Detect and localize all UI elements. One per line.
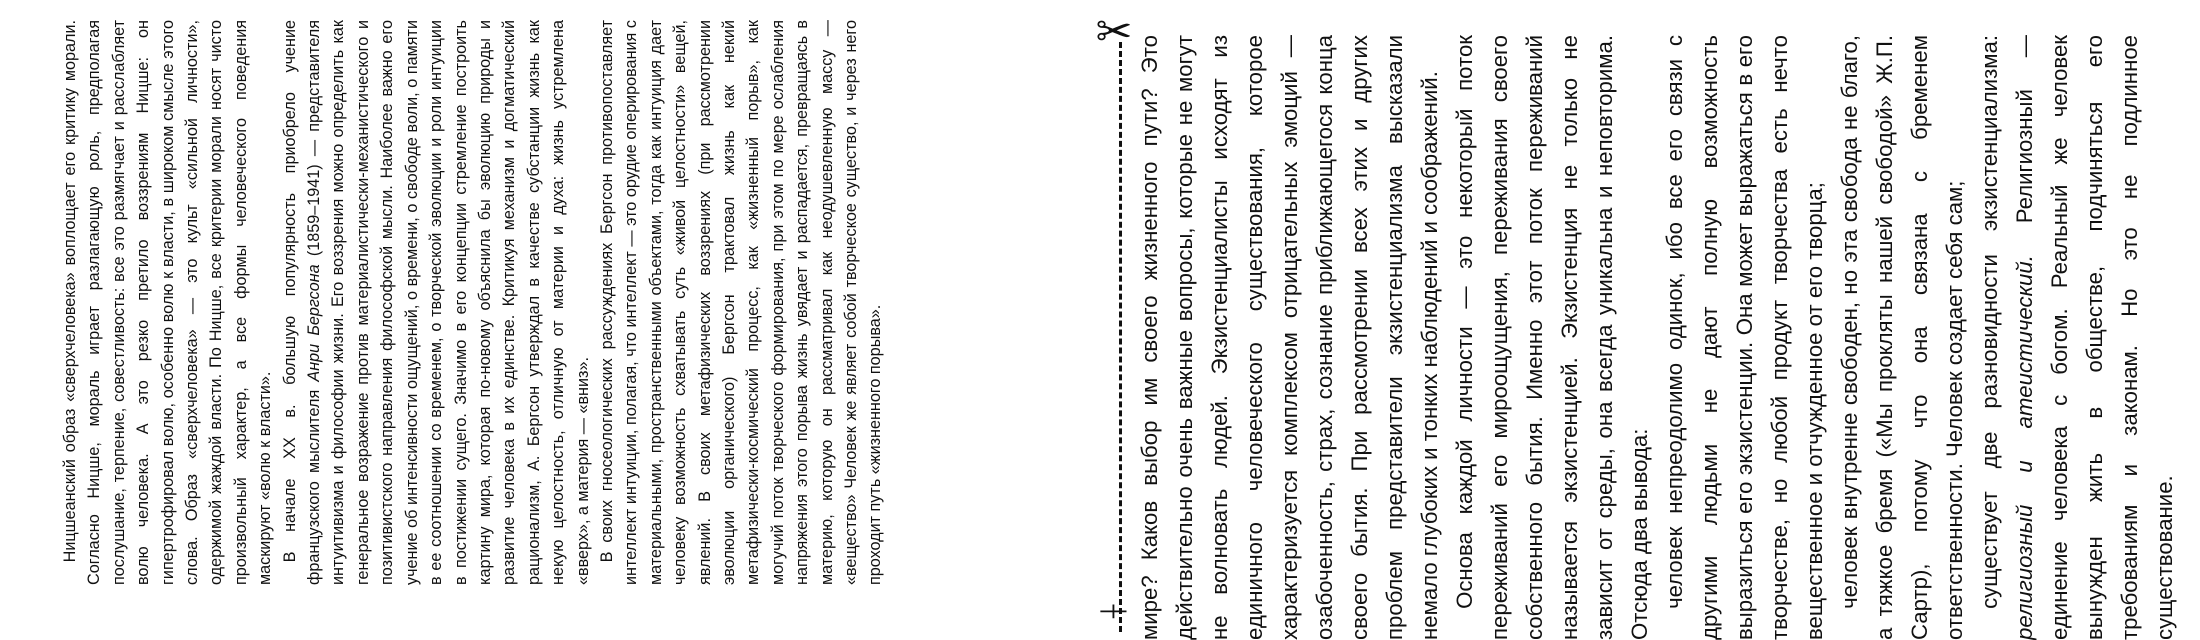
right-text-column <box>1132 35 2192 640</box>
bergson-intro-a: В начале XX в. большую популярность приобрело учение французского мыслителя <box>280 20 324 585</box>
kinds-a: существует две разновидности экзистенциализма: <box>1977 35 2002 609</box>
paragraph-bergson-epistemology: В своих гносеологических рассуждениях Бергсон противопоставляет интеллект интуиции, полагая, что интеллект — это орудие оперирования с материальными, пространственными объектами, тогда как интуиция дает человеку возможность схватывать суть «живой целостности» вещей, явлений. В своих метафизических воззрениях (при рассмотрении эволюции органического) Бергсон трактовал жизнь как некий метафизически-космический процесс, как «жизненный порыв», как могучий поток творческого формирования, при этом по мере ослабления напряжения этого порыва жизнь увядает и распадается, превращаясь в материю, которую он рассматривал как неодушевленную массу — «вещество» Человек же являет собой творческое существо, и через него проходит путь «жизненного порыва». <box>597 20 885 585</box>
paragraph-existence-questions: мире? Каков выбор им своего жизненного пути? Это действительно очень важные вопросы, которые не могут не волновать людей. Экзистенциалисты исходят из единичного человеческого существования, которое характеризуется комплексом отрицательных эмоций — озабоченность, страх, сознание приближающегося конца своего бытия. При рассмотрении всех этих и других проблем представители экзистенциализма высказали немало глубоких и тонких наблюдений и соображений. <box>1137 35 1442 640</box>
bergson-name: Анри Бергсона <box>305 264 324 382</box>
scissors-icon: ✂ <box>1095 6 1133 58</box>
left-text-column <box>58 20 1098 585</box>
cut-tick-icon: ┼ <box>1102 604 1127 618</box>
cut-line-divider <box>1086 6 1133 632</box>
bergson-intro-b: (1859–1941) — представителя интуитивизма и философии жизни. Его воззрения можно определить как генеральное возражение против материалистически-механистического и позитивистского направления философской мысли. Наиболее важно его учение об интенсивности ощущений, о времени, о свободе воли, о памяти в ее соотношении со временем, о творческой эволюции и роли интуиции в постижении сущего. Значимо в его концепции стремление построить картину мира, которая по-новому объяснила бы эволюцию природы и развитие человека в их единстве. Критикуя механизм и догматический рационализм, А. Бергсон утверждал в качестве субстанции жизнь как некую целостность, отличную от материи и духа: жизнь устремлена «вверх», а материя — «вниз». <box>305 20 592 585</box>
paragraph-bergson-intro <box>278 20 595 585</box>
paragraph-existence-basis: Основа каждой личности — это некоторый поток переживаний его мироощущения, переживания своего собственного бытия. Именно этот поток переживаний называется экзистенцией. Экзистенция не только не зависит от среды, она всегда уникальна и неповторима. Отсюда два вывода: <box>1452 35 1652 640</box>
paragraph-nietzsche: Ницшеанский образ «сверхчеловека» воплощает его критику морали. Согласно Ницше, мораль играет разлагающую роль, предполагая послушание, терпение, совестливость: все это размягчает и расслабляет волю человека. А это резко претило воззрениям Ницше: он гипертрофировал волю, особенно волю к власти, в широком смысле этого слова. Образ «сверхчеловека» — это культ «сильной личности», одержимой жаждой власти. По Ницше, все критерии морали носят чисто произвольный характер, а все формы человеческого поведения маскируют «волю к власти». <box>61 20 275 585</box>
paragraph-conclusion-free: человек внутренне свободен, но эта свобода не благо, а тяжкое бремя («Мы прокляты нашей свободой» Ж.П. Сартр), потому что она связана с бременем ответственности. Человек создает себя сам; <box>1837 35 1967 640</box>
kinds-b: Религиозный — единение человека с богом. Реальный же человек вынужден жить в обществе, подчиняться его требованиям и законам. Но это не подлинное существование. <box>2012 35 2177 640</box>
kinds-emphasis: религиозный и атеистический. <box>2012 255 2037 640</box>
paragraph-existentialism-kinds <box>1972 35 2182 640</box>
paragraph-conclusion-lonely: человек непреодолимо одинок, ибо все его связи с другими людьми не дают полную возможность выразиться его экзистенции. Она может выражаться в его творчестве, но любой продукт творчества есть нечто вещественное и отчужденное от его творца; <box>1662 35 1827 640</box>
